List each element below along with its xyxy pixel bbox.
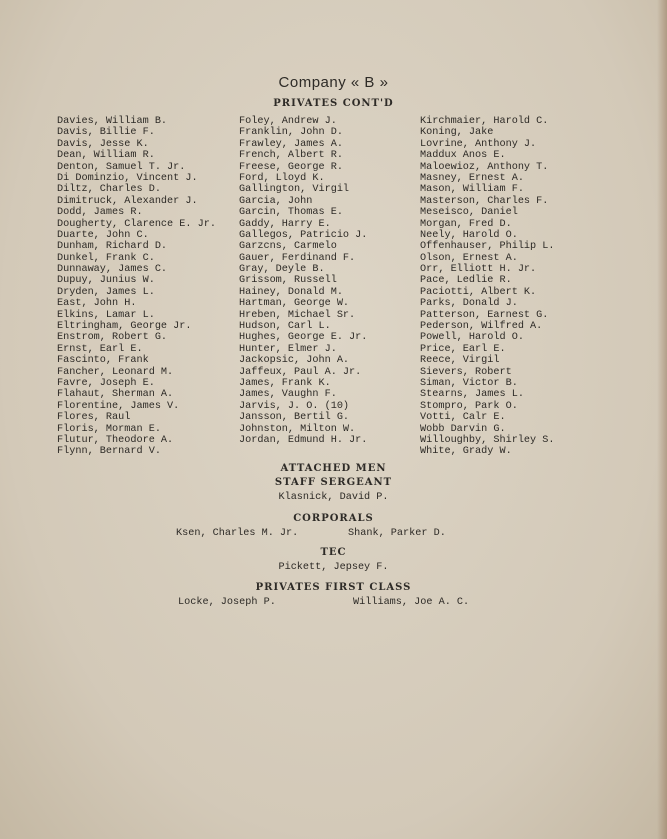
roster-entry: Garcia, John <box>239 195 313 207</box>
roster-entry: Mason, William F. <box>420 184 524 196</box>
roster-entry: Fascinto, Frank <box>57 355 149 367</box>
roster-column-1 <box>57 116 216 458</box>
roster-entry: Jarvis, J. O. (10) <box>239 400 350 412</box>
roster-entry: Florentine, James V. <box>57 400 180 412</box>
roster-entry: Davis, Billie F. <box>57 127 155 139</box>
roster-entry: Offenhauser, Philip L. <box>420 241 555 253</box>
staff-sergeant-heading: STAFF SERGEANT <box>274 477 393 488</box>
roster-entry: Enstrom, Robert G. <box>57 332 168 344</box>
roster-entry: Hudson, Carl L. <box>239 321 331 333</box>
roster-entry: Johnston, Milton W. <box>239 423 356 435</box>
pfc-name: Williams, Joe A. C. <box>353 597 470 608</box>
roster-entry: Price, Earl E. <box>420 343 506 355</box>
attached-men-heading: ATTACHED MEN <box>280 463 387 474</box>
roster-entry: Garcin, Thomas E. <box>239 207 343 219</box>
roster-entry: Votti, Calr E. <box>420 412 506 424</box>
roster-entry: James, Frank K. <box>239 377 331 389</box>
roster-entry: Gauer, Ferdinand F. <box>239 252 356 264</box>
roster-entry: Hartman, George W. <box>239 298 350 310</box>
roster-entry: Dryden, James L. <box>57 286 155 298</box>
roster-entry: Masney, Ernest A. <box>420 172 524 184</box>
roster-entry: Dougherty, Clarence E. Jr. <box>57 218 216 230</box>
roster-entry: Floris, Morman E. <box>57 423 161 435</box>
roster-entry: Dean, William R. <box>57 150 155 162</box>
roster-entry: Jackopsic, John A. <box>239 355 350 367</box>
roster-entry: Dodd, James R. <box>57 207 143 219</box>
roster-entry: Paciotti, Albert K. <box>420 286 537 298</box>
roster-entry: Stompro, Park O. <box>420 400 518 412</box>
roster-entry: Jaffeux, Paul A. Jr. <box>239 366 362 378</box>
roster-entry: Gallegos, Patricio J. <box>239 229 368 241</box>
corporal-name: Ksen, Charles M. Jr. <box>176 528 299 539</box>
roster-entry: Davies, William B. <box>57 116 168 127</box>
roster-column-2 <box>239 116 367 446</box>
roster-entry: Stearns, James L. <box>420 389 524 401</box>
roster-entry: Favre, Joseph E. <box>57 377 155 389</box>
roster-entry: Wobb Darvin G. <box>420 423 506 435</box>
roster-entry: Sievers, Robert <box>420 366 512 378</box>
page-edge-stain <box>657 0 667 839</box>
company-title: Company « B » <box>278 74 389 91</box>
roster-entry: Gallington, Virgil <box>239 184 350 196</box>
roster-entry: Olson, Ernest A. <box>420 252 518 264</box>
roster-entry: Kirchmaier, Harold C. <box>420 116 549 127</box>
roster-entry: Duarte, John C. <box>57 229 149 241</box>
roster-entry: Pederson, Wilfred A. <box>420 321 543 333</box>
tec-name: Pickett, Jepsey F. <box>278 562 389 573</box>
roster-entry: Pace, Ledlie R. <box>420 275 512 287</box>
roster-entry: Flutur, Theodore A. <box>57 434 174 446</box>
roster-entry: Grissom, Russell <box>239 275 337 287</box>
roster-entry: Maloewioz, Anthony T. <box>420 161 549 173</box>
roster-entry: Diltz, Charles D. <box>57 184 161 196</box>
roster-entry: James, Vaughn F. <box>239 389 337 401</box>
roster-entry: Davis, Jesse K. <box>57 138 149 150</box>
pfc-heading: PRIVATES FIRST CLASS <box>255 582 412 593</box>
roster-entry: Di Dominzio, Vincent J. <box>57 172 198 184</box>
roster-entry: Flores, Raul <box>57 412 131 424</box>
roster-entry: Flynn, Bernard V. <box>57 446 161 458</box>
roster-entry: Jordan, Edmund H. Jr. <box>239 434 368 446</box>
pfc-name: Locke, Joseph P. <box>178 597 276 608</box>
roster-entry: Gray, Deyle B. <box>239 264 325 276</box>
roster-entry: Elkins, Lamar L. <box>57 309 155 321</box>
roster-entry: French, Albert R. <box>239 150 343 162</box>
roster-entry: East, John H. <box>57 298 137 310</box>
roster-entry: Hughes, George E. Jr. <box>239 332 368 344</box>
roster-entry: Dunkel, Frank C. <box>57 252 155 264</box>
roster-entry: Dunnaway, James C. <box>57 264 168 276</box>
privates-heading: PRIVATES CONT'D <box>273 98 394 109</box>
roster-entry: Dupuy, Junius W. <box>57 275 155 287</box>
roster-entry: Patterson, Earnest G. <box>420 309 549 321</box>
roster-entry: Willoughby, Shirley S. <box>420 434 555 446</box>
corporal-name: Shank, Parker D. <box>348 528 446 539</box>
roster-entry: Eltringham, George Jr. <box>57 321 192 333</box>
roster-entry: White, Grady W. <box>420 446 512 458</box>
roster-entry: Koning, Jake <box>420 127 494 139</box>
roster-entry: Freese, George R. <box>239 161 343 173</box>
roster-entry: Hunter, Elmer J. <box>239 343 337 355</box>
roster-entry: Jansson, Bertil G. <box>239 412 350 424</box>
roster-entry: Denton, Samuel T. Jr. <box>57 161 186 173</box>
roster-entry: Flahaut, Sherman A. <box>57 389 174 401</box>
roster-entry: Ford, Lloyd K. <box>239 172 325 184</box>
roster-entry: Neely, Harold O. <box>420 229 518 241</box>
staff-sergeant-name: Klasnick, David P. <box>278 492 389 503</box>
corporals-heading: CORPORALS <box>293 513 374 524</box>
roster-entry: Parks, Donald J. <box>420 298 518 310</box>
roster-entry: Dimitruck, Alexander J. <box>57 195 198 207</box>
roster-entry: Garzcns, Carmelo <box>239 241 337 253</box>
roster-entry: Frawley, James A. <box>239 138 343 150</box>
roster-entry: Siman, Victor B. <box>420 377 518 389</box>
roster-column-3 <box>420 116 555 458</box>
roster-entry: Powell, Harold O. <box>420 332 524 344</box>
roster-entry: Orr, Elliott H. Jr. <box>420 264 537 276</box>
roster-entry: Dunham, Richard D. <box>57 241 168 253</box>
tec-heading: TEC <box>320 547 347 558</box>
roster-entry: Meseisco, Daniel <box>420 207 518 219</box>
roster-entry: Fancher, Leonard M. <box>57 366 174 378</box>
roster-entry: Gaddy, Harry E. <box>239 218 331 230</box>
roster-entry: Maddux Anos E. <box>420 150 506 162</box>
roster-entry: Franklin, John D. <box>239 127 343 139</box>
roster-entry: Reece, Virgil <box>420 355 500 367</box>
roster-entry: Hreben, Michael Sr. <box>239 309 356 321</box>
roster-entry: Hainey, Donald M. <box>239 286 343 298</box>
roster-entry: Morgan, Fred D. <box>420 218 512 230</box>
roster-entry: Ernst, Earl E. <box>57 343 143 355</box>
roster-entry: Foley, Andrew J. <box>239 116 337 127</box>
roster-entry: Masterson, Charles F. <box>420 195 549 207</box>
roster-entry: Lovrine, Anthony J. <box>420 138 537 150</box>
